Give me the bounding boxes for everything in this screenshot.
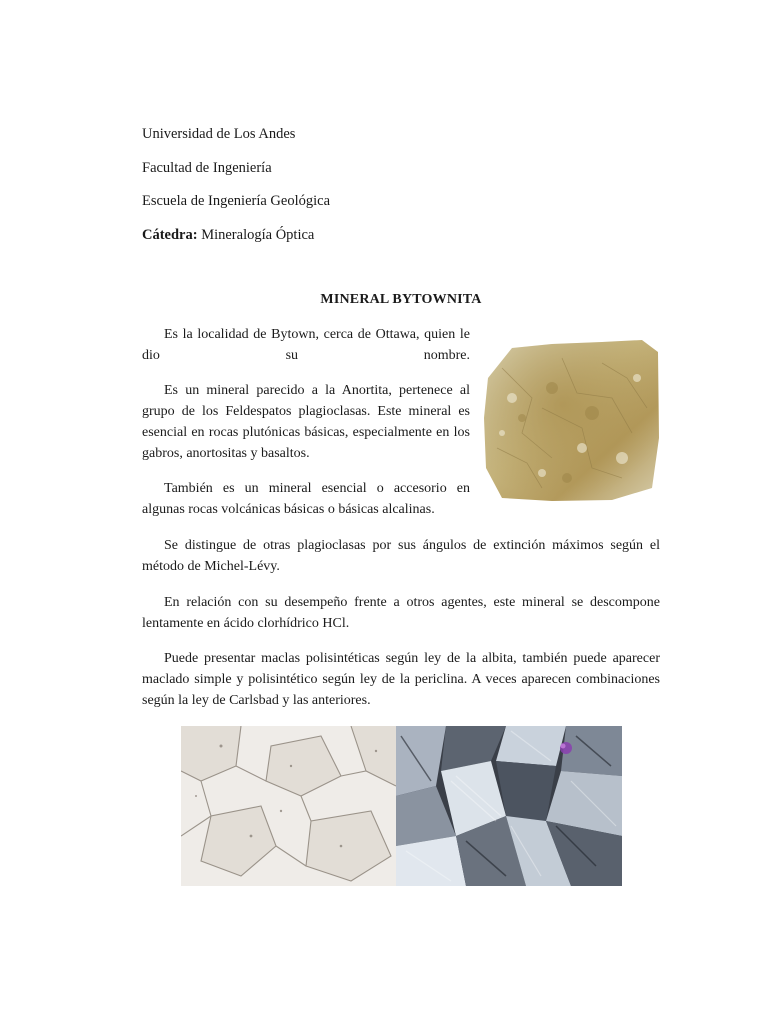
paragraph-origin: Es la localidad de Bytown, cerca de Ottawa, quien le dio su nombre. [142,327,470,363]
document-title: MINERAL BYTOWNITA [320,292,482,307]
faculty-line: Facultad de Ingeniería [142,160,272,176]
paragraph-acid: En relación con su desempeño frente a otros agentes, este mineral se descompone lentamente en ácido clorhídrico HCl. [142,595,660,631]
university-line: Universidad de Los Andes [142,126,296,142]
xpl-image [396,726,622,886]
ppl-image [181,726,396,886]
paragraph-twinning: Puede presentar maclas polisintéticas según ley de la albita, también puede aparecer maclado simple y polisintético según ley de la periclina. A veces aparecen combinaciones según la ley de Carlsbad y las anteriores. [142,651,660,708]
chair-line [142,226,314,244]
paragraph-occurrence: También es un mineral esencial o accesorio en algunas rocas volcánicas básicas o básicas alcalinas. [142,481,470,517]
school-line: Escuela de Ingeniería Geológica [142,193,331,209]
paragraph-extinction: Se distingue de otras plagioclasas por sus ángulos de extinción máximos según el método de Michel-Lévy. [142,538,660,574]
chair-label: Cátedra: [142,227,198,243]
paragraph-description: Es un mineral parecido a la Anortita, pertenece al grupo de los Feldespatos plagioclasas. Este mineral es esencial en rocas plutónicas básicas, especialmente en los gabros, anortositas y basaltos. [142,383,470,461]
chair-value: Mineralogía Óptica [201,227,315,243]
specimen-image [482,338,660,502]
